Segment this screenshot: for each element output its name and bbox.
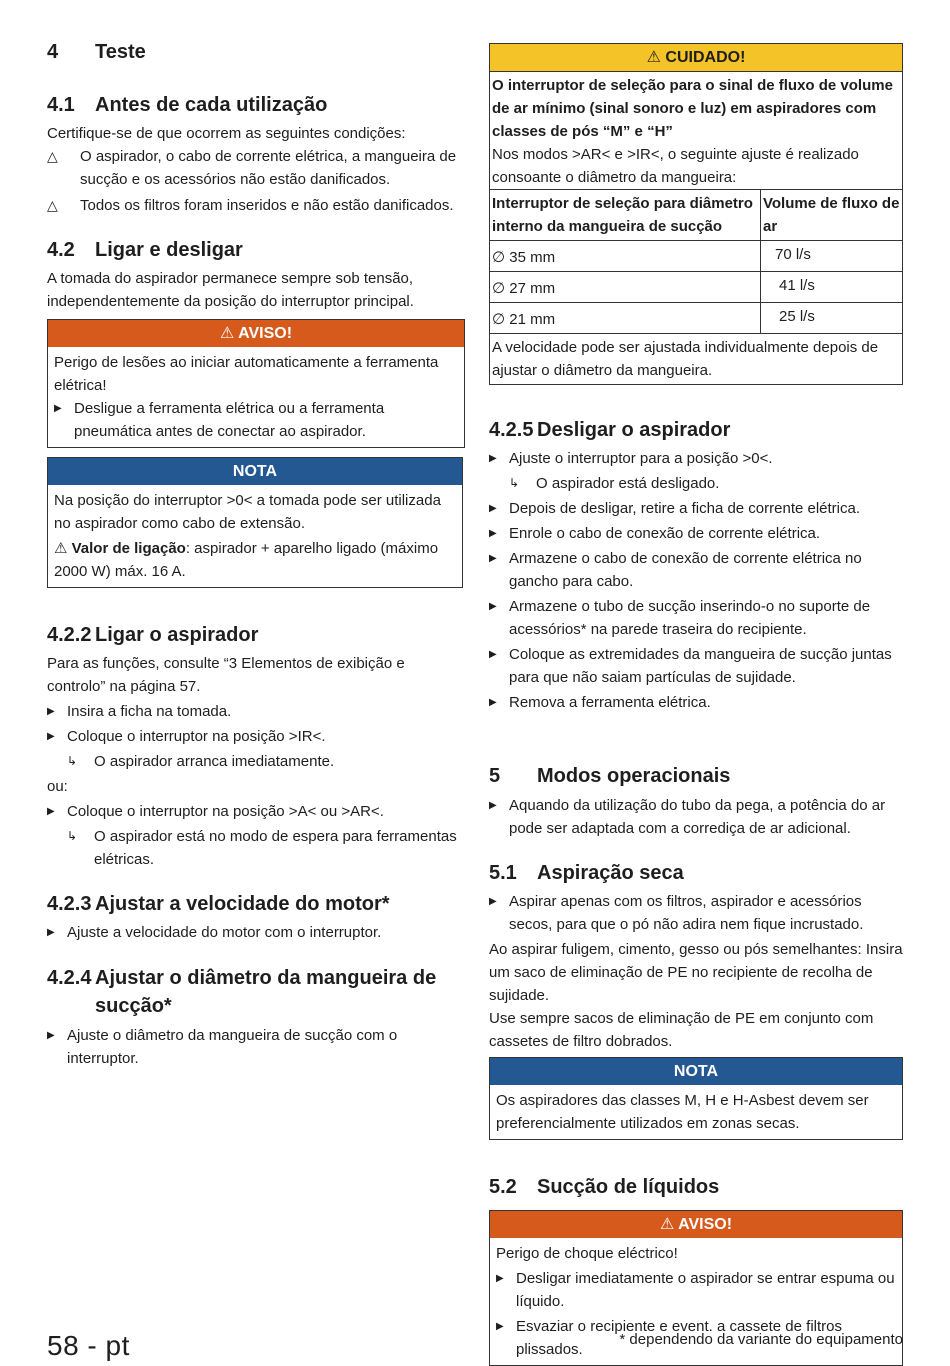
list-item: ▶ Aspirar apenas com os filtros, aspirador e acessórios secos, para que o pó não adira nem fique incrustado. [489, 890, 903, 936]
bullet-triangle-icon: ▶ [489, 896, 497, 907]
nota-box-header: NOTA [490, 1058, 902, 1085]
bullet-triangle-icon: ▶ [489, 649, 497, 660]
result-arrow-icon: ↳ [509, 476, 520, 490]
list-item: ▶ Ajuste o interruptor para a posição >0<. [489, 447, 903, 470]
flow-table [490, 189, 902, 384]
left-column: 4 Teste 4.1 Antes de cada utilização Certifique-se de que ocorrem as seguintes condições: △ O aspirador, o cabo de corrente elétrica, a mangueira de sucção e os acessórios não estão danificados. △ Todos os filtros foram inseridos e não estão danificados. 4.2 Ligar e desligar A tomada do aspirador permanece sempre sob tensão, independentemente da posição do interruptor principal. ⚠ AVISO! Perigo de lesões ao iniciar automaticamente a ferramenta elétrica! ▶ Desligue a ferramenta elétrica ou a ferramenta pneumática antes de conectar ao aspirador. NOTA Na posição do interruptor >0< a tomada pode ser utilizada no aspirador como cabo de extensão. ⚠ Valor de ligação: aspirador + aparelho ligado (máximo 2000 W) máx. 16 A. 4.2.2 Ligar o aspirador Para as funções, consulte “3 Elementos de exibição e controlo” na página 57. ▶ Insira a ficha na tomada. ▶ Coloque o interruptor na posição >IR<. ↳ O aspirador arranca imediatamente. ou: ▶ Coloque o interruptor na posição >A< ou >AR<. ↳ O aspirador está no modo de espera para ferramentas elétricas. 4.2.3 Ajustar a velocidade do motor* ▶ Ajuste a velocidade do motor com o interruptor. 4.2.4 Ajustar o diâmetro da mangueira de sucção* ▶ Ajuste o diâmetro da mangueira de sucção com o interruptor. [47, 36, 465, 1070]
bullet-triangle-icon: ▶ [54, 403, 62, 414]
list-item: ▶ Ajuste o diâmetro da mangueira de sucção com o interruptor. [47, 1024, 465, 1070]
list-item: ▶ Aquando da utilização do tubo da pega, a potência do ar pode ser adaptada com a corrediça de ar adicional. [489, 794, 903, 840]
bullet-triangle-icon: ▶ [489, 453, 497, 464]
section-4-2-3-heading: 4.2.3 Ajustar a velocidade do motor* [47, 893, 390, 915]
section-4-1-intro: Certifique-se de que ocorrem as seguintes condições: [47, 125, 406, 142]
section-4-2-2-heading: 4.2.2 Ligar o aspirador [47, 624, 259, 646]
footnote: * dependendo da variante do equipamento [619, 1331, 903, 1348]
cuidado-box-header: ⚠ CUIDADO! [490, 44, 902, 72]
list-item: ▶ Coloque as extremidades da mangueira de sucção juntas para que não saiam partículas de sujidade. [489, 643, 903, 689]
table-footer-row: A velocidade pode ser ajustada individualmente depois de ajustar o diâmetro da mangueira. [490, 334, 902, 385]
section-4-1-heading: 4.1 Antes de cada utilização [47, 94, 328, 116]
section-5-2-heading: 5.2 Sucção de líquidos [489, 1176, 720, 1198]
table-row: ∅ 27 mm 41 l/s [490, 272, 902, 303]
aviso-box-header: ⚠ AVISO! [48, 320, 464, 347]
list-item: ▶ Enrole o cabo de conexão de corrente elétrica. [489, 522, 903, 545]
list-item: ▶ Ajuste a velocidade do motor com o interruptor. [47, 921, 465, 944]
bullet-triangle-icon: ▶ [496, 1321, 504, 1332]
result-arrow-icon: ↳ [67, 829, 78, 843]
bullet-triangle-icon: ▶ [489, 601, 497, 612]
bullet-triangle-icon: ▶ [496, 1273, 504, 1284]
section-4-2-text: A tomada do aspirador permanece sempre sob tensão, independentemente da posição do interruptor principal. [47, 270, 414, 310]
list-item: ▶ Depois de desligar, retire a ficha de corrente elétrica. [489, 497, 903, 520]
section-4-2-5-heading: 4.2.5 Desligar o aspirador [489, 419, 731, 441]
list-item: ▶ Armazene o tubo de sucção inserindo-o no suporte de acessórios* na parede traseira do recipiente. [489, 595, 903, 641]
triangle-icon: △ [47, 148, 58, 164]
bullet-triangle-icon: ▶ [489, 503, 497, 514]
list-item: ▶ Remova a ferramenta elétrica. [489, 691, 903, 714]
result-arrow-icon: ↳ [67, 754, 78, 768]
aviso-box-2: ⚠ AVISO! Perigo de choque eléctrico! ▶ Desligar imediatamente o aspirador se entrar espuma ou líquido. ▶ Esvaziar o recipiente e event. a cassete de filtros plissados. [489, 1210, 903, 1366]
list-item: ▶ Esvaziar o recipiente e event. a cassete de filtros plissados. [496, 1315, 896, 1361]
bullet-triangle-icon: ▶ [47, 706, 55, 717]
triangle-icon: △ [47, 197, 58, 213]
aviso-box-1: ⚠ AVISO! Perigo de lesões ao iniciar automaticamente a ferramenta elétrica! ▶ Desligue a ferramenta elétrica ou a ferramenta pneumática antes de conectar ao aspirador. [47, 319, 465, 448]
result-item: ↳ O aspirador arranca imediatamente. [47, 750, 465, 773]
table-row: ∅ 35 mm 70 l/s [490, 241, 902, 272]
table-header-row: Interruptor de seleção para diâmetro interno da mangueira de sucção Volume de fluxo de ar [490, 190, 902, 241]
list-item: ▶ Armazene o cabo de conexão de corrente elétrica no gancho para cabo. [489, 547, 903, 593]
list-item: △ O aspirador, o cabo de corrente elétrica, a mangueira de sucção e os acessórios não estão danificados. [47, 145, 465, 191]
list-item: △ Todos os filtros foram inseridos e não estão danificados. [47, 194, 465, 217]
list-item: ▶ Insira a ficha na tomada. [47, 700, 465, 723]
section-4-2-4-heading: 4.2.4 Ajustar o diâmetro da mangueira de sucção* [47, 967, 437, 1017]
section-4-heading: 4 Teste [47, 41, 146, 63]
bullet-triangle-icon: ▶ [47, 731, 55, 742]
bullet-triangle-icon: ▶ [47, 806, 55, 817]
bullet-triangle-icon: ▶ [47, 1030, 55, 1041]
list-item: ▶ Desligue a ferramenta elétrica ou a ferramenta pneumática antes de conectar ao aspirador. [54, 397, 458, 443]
page-number: 58 - pt [47, 1330, 130, 1361]
bullet-triangle-icon: ▶ [489, 528, 497, 539]
table-row: ∅ 21 mm 25 l/s [490, 303, 902, 334]
warning-label: ⚠ Valor de ligação [54, 540, 186, 557]
bullet-triangle-icon: ▶ [489, 697, 497, 708]
aviso-box-header: ⚠ AVISO! [490, 1211, 902, 1238]
list-item: ▶ Coloque o interruptor na posição >A< ou >AR<. [47, 800, 465, 823]
section-5-heading: 5 Modos operacionais [489, 765, 731, 787]
result-item: ↳ O aspirador está desligado. [489, 472, 903, 495]
result-item: ↳ O aspirador está no modo de espera para ferramentas elétricas. [47, 825, 465, 871]
section-5-1-heading: 5.1 Aspiração seca [489, 862, 684, 884]
nota-box-2: NOTA Os aspiradores das classes M, H e H-Asbest devem ser preferencialmente utilizados em zonas secas. [489, 1057, 903, 1140]
bullet-triangle-icon: ▶ [489, 553, 497, 564]
nota-box-1: NOTA Na posição do interruptor >0< a tomada pode ser utilizada no aspirador como cabo de extensão. ⚠ Valor de ligação: aspirador + aparelho ligado (máximo 2000 W) máx. 16 A. [47, 457, 463, 588]
list-item: ▶ Desligar imediatamente o aspirador se entrar espuma ou líquido. [496, 1267, 896, 1313]
section-4-2-heading: 4.2 Ligar e desligar [47, 239, 243, 261]
right-column: ⚠ CUIDADO! O interruptor de seleção para o sinal de fluxo de volume de ar mínimo (sinal sonoro e luz) em aspiradores com classes de pós “M” e “H” Nos modos >AR< e >IR<, o seguinte ajuste é realizado consoante o diâmetro da mangueira: Interruptor de seleção para diâmetro interno da mangueira de sucção Volume de fluxo de ar ∅ 35 mm 70 l/s ∅ 27 mm 41 l/s ∅ 21 mm 25 l/s A velocidade pode ser ajustada individualmente depois de ajustar o diâmetro da mangueira. 4.2.5 Desligar o aspirador ▶ Ajuste o interruptor para a posição >0<. ↳ O aspirador está desligado. ▶ Depois de desligar, retire a ficha de corrente elétrica. ▶ Enrole o cabo de conexão de corrente elétrica. ▶ Armazene o cabo de conexão de corrente elétrica no gancho para cabo. ▶ Armazene o tubo de sucção inserindo-o no suporte de acessórios* na parede traseira do recipiente. ▶ Coloque as extremidades da mangueira de sucção juntas para que não saiam partículas de sujidade. ▶ Remova a ferramenta elétrica. 5 Modos operacionais ▶ Aquando da utilização do tubo da pega, a potência do ar pode ser adaptada com a corrediça de ar adicional. 5.1 Aspiração seca ▶ Aspirar apenas com os filtros, aspirador e acessórios secos, para que o pó não adira nem fique incrustado. Ao aspirar fuligem, cimento, gesso ou pós semelhantes: Insira um saco de eliminação de PE no recipiente de recolha de sujidade. Use sempre sacos de eliminação de PE em conjunto com cassetes de filtro dobrados. NOTA Os aspiradores das classes M, H e H-Asbest devem ser preferencialmente utilizados em zonas secas. 5.2 Sucção de líquidos ⚠ AVISO! Perigo de choque eléctrico! ▶ Desligar imediatamente o aspirador se entrar espuma ou líquido. ▶ Esvaziar o recipiente e event. a cassete de filtros plissados. [489, 43, 903, 1366]
bullet-triangle-icon: ▶ [489, 800, 497, 811]
nota-box-header: NOTA [48, 458, 462, 485]
cuidado-box: ⚠ CUIDADO! O interruptor de seleção para o sinal de fluxo de volume de ar mínimo (sinal sonoro e luz) em aspiradores com classes de pós “M” e “H” Nos modos >AR< e >IR<, o seguinte ajuste é realizado consoante o diâmetro da mangueira: Interruptor de seleção para diâmetro interno da mangueira de sucção Volume de fluxo de ar ∅ 35 mm 70 l/s ∅ 27 mm 41 l/s ∅ 21 mm 25 l/s A velocidade pode ser ajustada individualmente depois de ajustar o diâmetro da mangueira. [489, 43, 903, 385]
bullet-triangle-icon: ▶ [47, 927, 55, 938]
list-item: ▶ Coloque o interruptor na posição >IR<. [47, 725, 465, 748]
